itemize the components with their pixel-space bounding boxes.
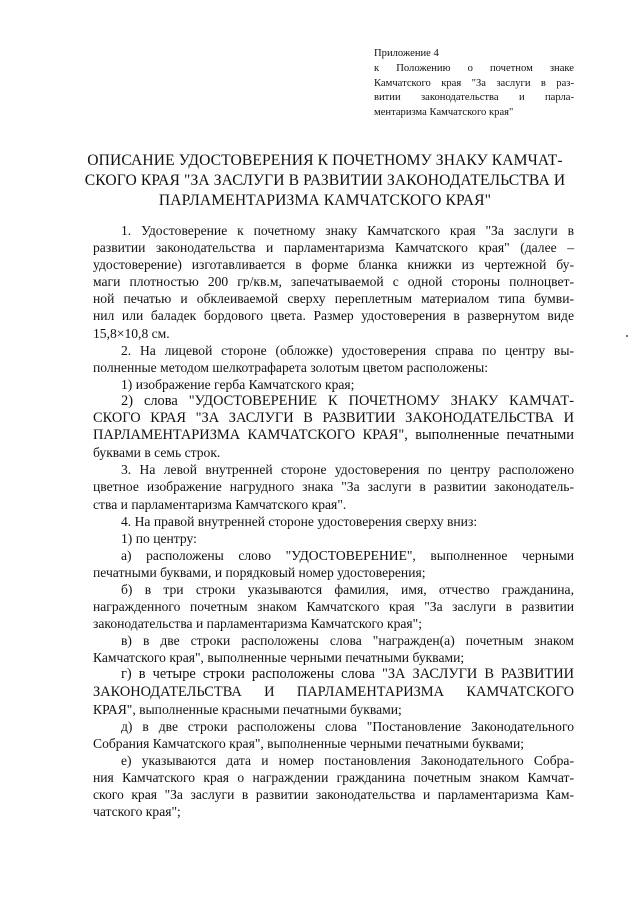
body-line: Собрания Камчатского края", выполненные черными печатными буквами;	[93, 735, 525, 751]
document-title	[84, 151, 566, 211]
body-line: 3. На левой внутренней стороне удостоверения по центру расположено	[121, 462, 574, 478]
body-line: д) в две строки расположены слова "Постановление Законодательного	[121, 718, 574, 734]
body-line: а) расположены слово "УДОСТОВЕРЕНИЕ", выполненное черными	[121, 547, 574, 563]
document-body	[93, 222, 574, 820]
body-line: законодательства и парламентаризма Камчатского края";	[93, 616, 422, 632]
body-line: 4. На правой внутренней стороне удостоверения сверху вниз:	[121, 513, 478, 529]
appendix-line: к Положению о почетном знаке	[374, 62, 574, 74]
body-line: полненные методом шелкотрафарета золотым цветом расположены:	[93, 359, 489, 375]
body-line: развитии законодательства и парламентаризма Камчатского края" (далее –	[93, 240, 574, 256]
title-line: ПАРЛАМЕНТАРИЗМА КАМЧАТСКОГО КРАЯ"	[158, 192, 492, 209]
body-line: ЗАКОНОДАТЕЛЬСТВА И ПАРЛАМЕНТАРИЗМА КАМЧАТСКОГО	[93, 683, 574, 700]
body-line: чатского края";	[93, 804, 181, 820]
body-line: е) указываются дата и номер постановления Законодательного Собра-	[121, 752, 574, 768]
body-line: удостоверение) изготавливается в форме бланка книжки из чертежной бу-	[93, 257, 574, 273]
title-line: ОПИСАНИЕ УДОСТОВЕРЕНИЯ К ПОЧЕТНОМУ ЗНАКУ КАМЧАТ-	[87, 152, 563, 169]
appendix-line: витии законодательства и парла-	[374, 92, 574, 104]
title-line: СКОГО КРАЯ "ЗА ЗАСЛУГИ В РАЗВИТИИ ЗАКОНОДАТЕЛЬСТВА И	[84, 172, 566, 189]
body-line: 1) изображение герба Камчатского края;	[121, 376, 355, 392]
body-line: 2. На лицевой стороне (обложке) удостоверения справа по центру вы-	[121, 342, 574, 358]
scan-speck	[626, 335, 628, 337]
body-line: 1) по центру:	[121, 530, 197, 546]
body-line: 1. Удостоверение к почетному знаку Камчатского края "За заслуги в	[121, 223, 574, 238]
body-line: Камчатского края", выполненные черными печатными буквами;	[93, 650, 465, 666]
body-line: г) в четыре строки расположены слова "ЗА ЗАСЛУГИ В РАЗВИТИИ	[121, 666, 574, 683]
body-line: 15,8×10,8 см.	[93, 325, 170, 341]
body-line: СКОГО КРАЯ "ЗА ЗАСЛУГИ В РАЗВИТИИ ЗАКОНОДАТЕЛЬСТВА И	[93, 410, 574, 427]
body-line: нил или баладек бордового цвета. Размер удостоверения в развернутом виде	[93, 308, 574, 324]
body-line: б) в три строки указываются фамилия, имя, отчество гражданина,	[121, 581, 574, 597]
body-line: в) в две строки расположены слова "награжден(а) почетным знаком	[121, 633, 574, 649]
body-line: ского края "За заслуги в развитии законодательства и парламентаризма Кам-	[93, 787, 574, 803]
appendix-line: Камчатского края "За заслуги в раз-	[374, 77, 574, 89]
body-line: 2) слова "УДОСТОВЕРЕНИЕ К ПОЧЕТНОМУ ЗНАКУ КАМЧАТ-	[121, 392, 574, 409]
body-line: печатными буквами, и порядковый номер удостоверения;	[93, 564, 426, 580]
body-line: КРАЯ", выполненные красными печатными буквами;	[93, 701, 402, 717]
appendix-line: Приложение 4	[374, 48, 439, 59]
body-line: цветное изображение нагрудного знака "За заслуги в развитии законодатель-	[93, 479, 574, 495]
body-line: ния Камчатского края о награждении гражданина почетным знаком Камчат-	[93, 770, 574, 785]
appendix-line: ментаризма Камчатского края"	[374, 107, 514, 119]
body-line: ПАРЛАМЕНТАРИЗМА КАМЧАТСКОГО КРАЯ", выполненные печатными	[93, 427, 574, 444]
appendix-header	[374, 47, 574, 121]
body-line: буквами в семь строк.	[93, 445, 221, 461]
body-line: маги плотностью 200 гр/кв.м, запечатываемой с одной стороны полноцвет-	[93, 274, 574, 290]
body-line: ной печатью и обклеиваемой сверху переплетным материалом типа бумви-	[93, 291, 574, 307]
body-line: награжденного почетным знаком Камчатского края "За заслуги в развитии	[93, 599, 574, 615]
body-line: ства и парламентаризма Камчатского края".	[93, 496, 347, 512]
